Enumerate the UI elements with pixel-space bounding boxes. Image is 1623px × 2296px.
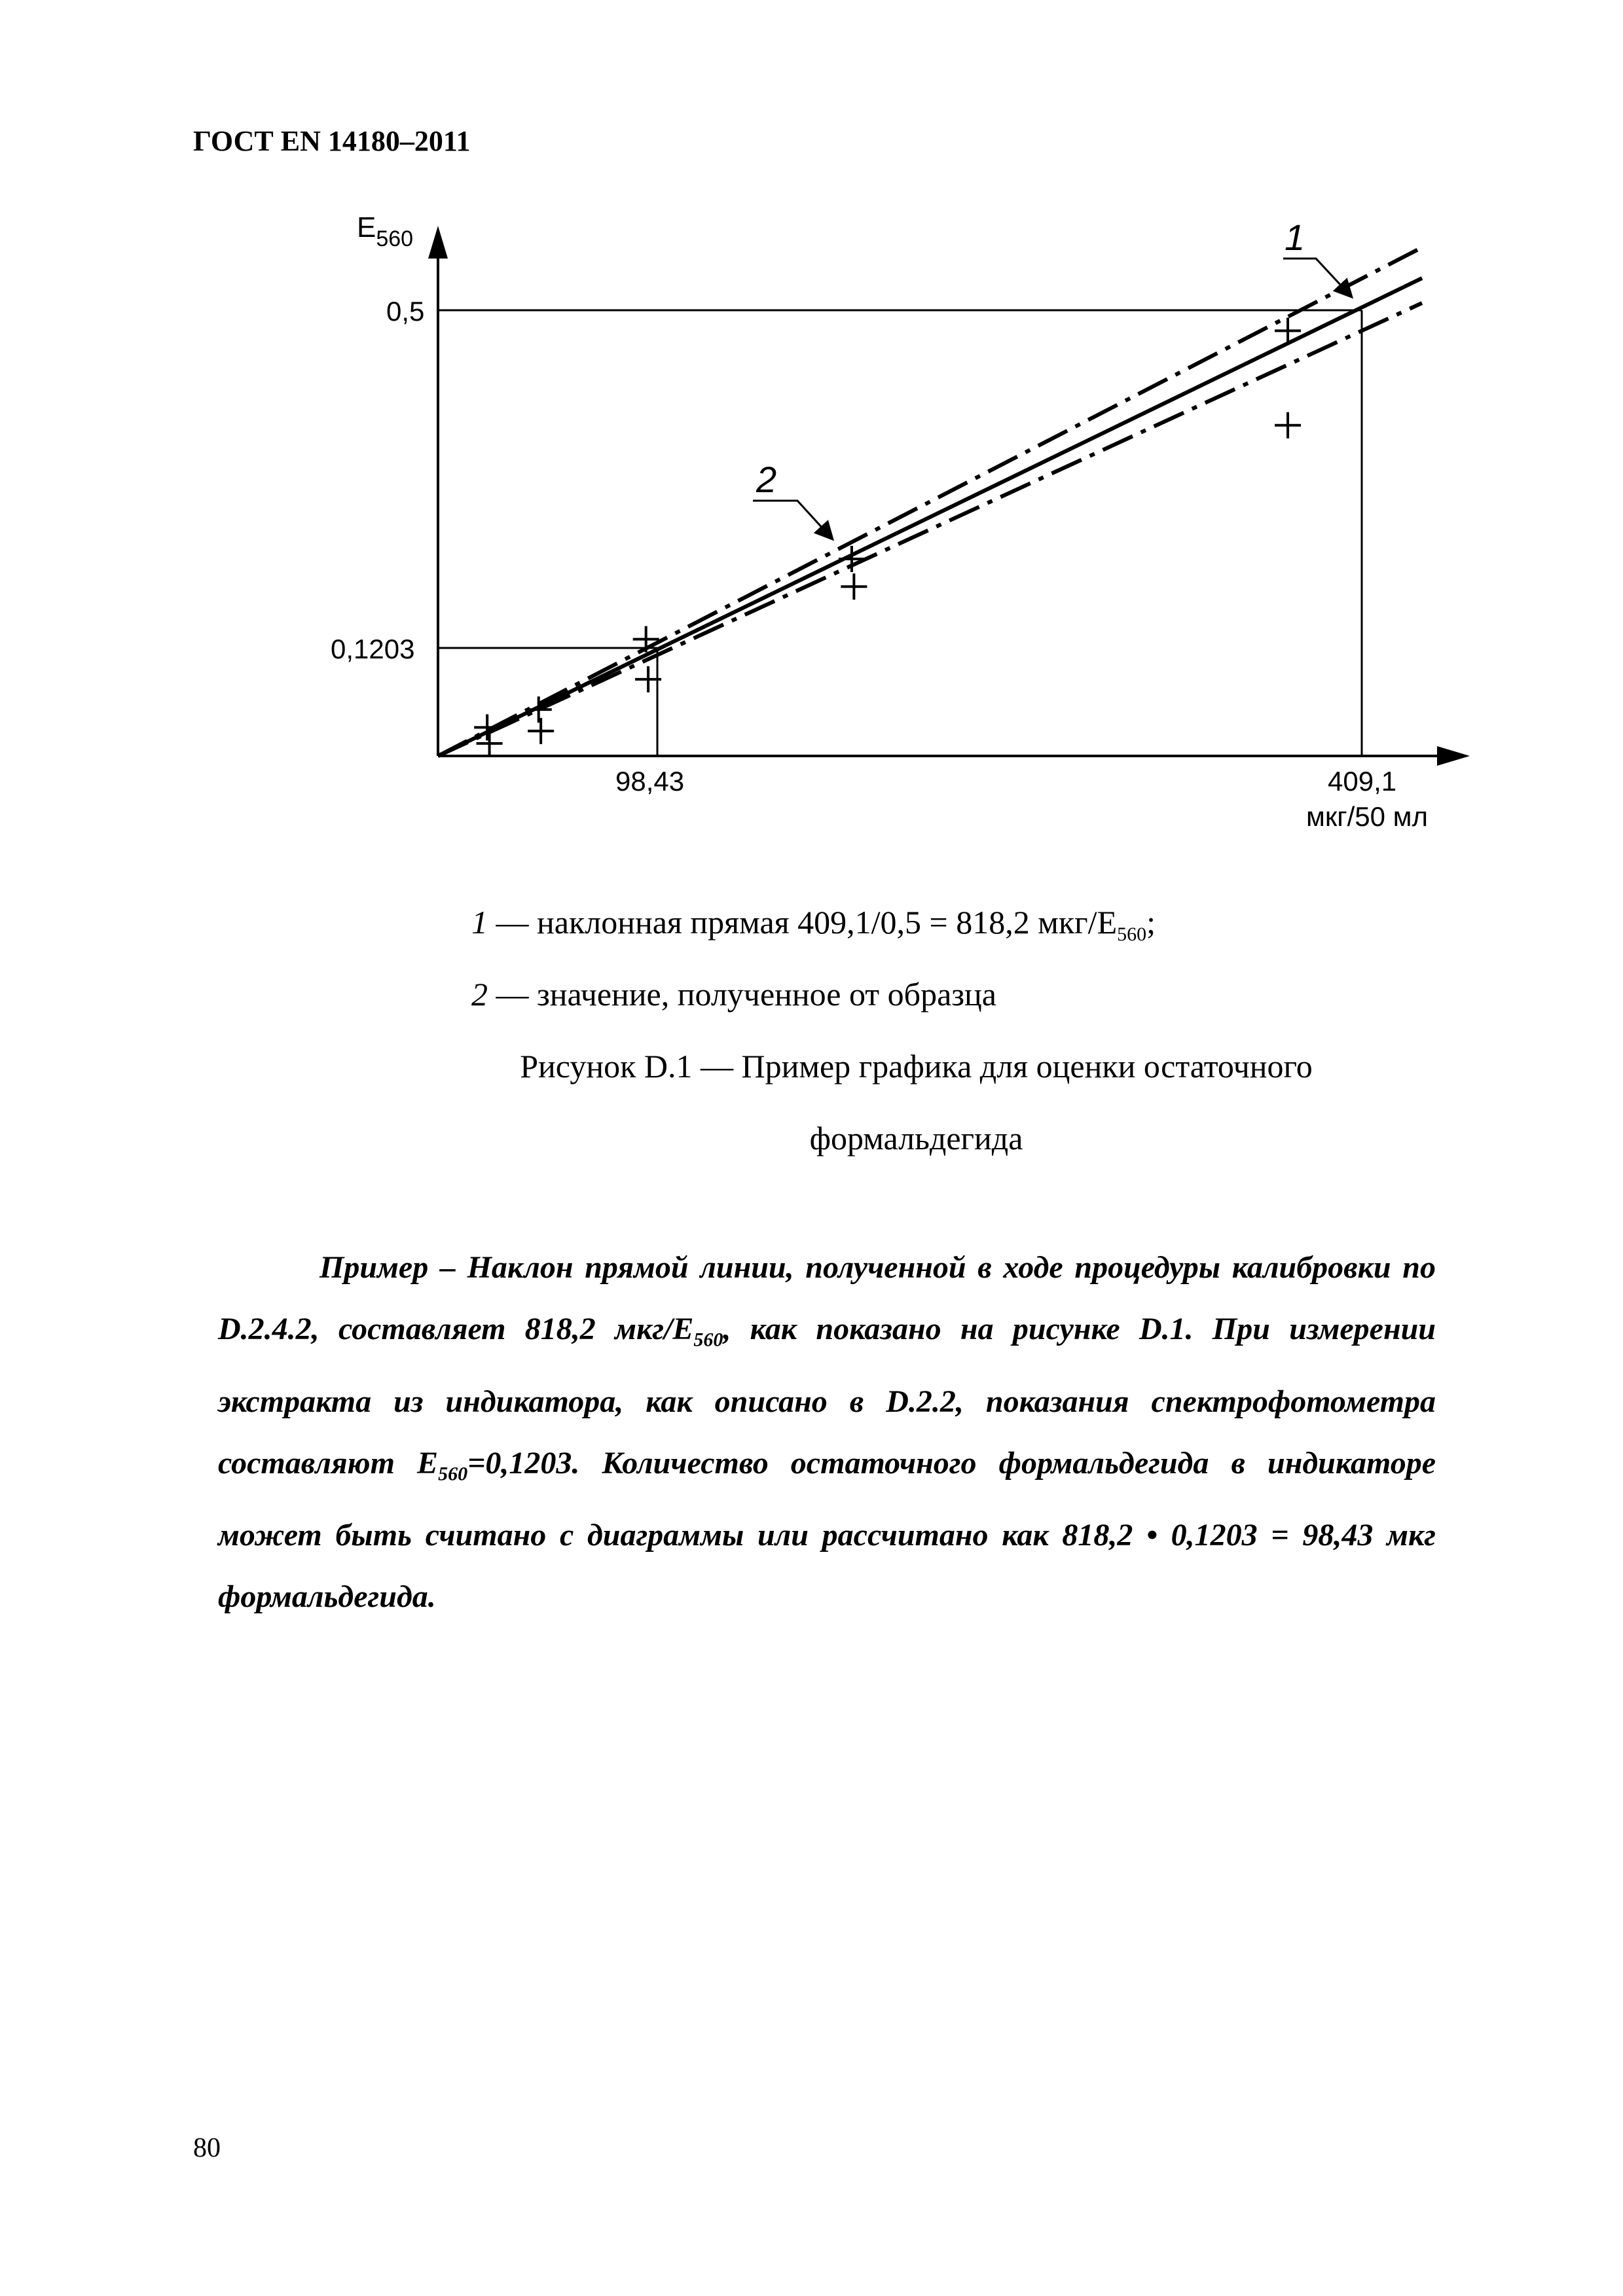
figure-caption-line-1: Рисунок D.1 — Пример графика для оценки остаточного: [520, 1048, 1313, 1085]
x-tick-409-1: 409,1: [1328, 766, 1397, 797]
calibration-chart: [0, 0, 1623, 870]
data-marker-9: [1275, 412, 1301, 439]
legend-item-1: [471, 903, 1156, 946]
legend-item-2-text: — значение, полученное от образца: [488, 976, 996, 1013]
x-axis-arrow: [1437, 746, 1470, 766]
page-number: 80: [193, 2133, 221, 2163]
callout-2-label: 2: [756, 459, 777, 500]
upper-bound-line: [438, 247, 1422, 756]
example-subscript-1: 560: [693, 1329, 723, 1351]
example-text-3: =0,1203. Количество остаточного формальдегида в индикаторе может быть считано с диаграммы или рассчитано как 818,2 • 0,1203 = 98,43 мкг формальдегида.: [218, 1445, 1436, 1615]
example-text-1: Пример – Наклон прямой линии, полученной в ходе процедуры калибровки по D.2.4.2, составляет 818,2 мкг/E: [218, 1250, 1436, 1346]
document-id: ГОСТ EN 14180–2011: [193, 125, 471, 157]
lower-bound-line: [438, 303, 1422, 756]
x-axis-unit: мкг/50 мл: [1306, 801, 1429, 832]
y-axis-arrow: [428, 226, 448, 259]
legend-item-1-text: — наклонная прямая 409,1/0,5 = 818,2 мкг/E: [488, 904, 1118, 941]
y-tick-0-5: 0,5: [386, 296, 425, 327]
example-paragraph: [218, 1237, 1436, 1628]
figure-caption-line-2: формальдегида: [809, 1120, 1023, 1157]
x-tick-98-43: 98,43: [615, 766, 685, 797]
data-marker-3: [528, 718, 554, 744]
figure-d1: [0, 0, 1623, 870]
legend-item-1-subscript: 560: [1117, 924, 1147, 945]
legend-item-1-tail: ;: [1146, 904, 1156, 941]
example-subscript-2: 560: [438, 1463, 468, 1485]
callout-1-label: 1: [1285, 217, 1305, 258]
legend-item-1-number: 1: [471, 904, 488, 941]
y-tick-0-1203: 0,1203: [331, 634, 415, 664]
calibration-line: [438, 278, 1422, 756]
legend-item-2-number: 2: [471, 976, 488, 1013]
example-text-2: , как показано на рисунке D.1. При измерении экстракта из индикатора, как описано в D.2.2, показания спектрофотометра составляют E: [218, 1312, 1436, 1480]
data-marker-7: [841, 573, 867, 600]
callout-2-leader: [753, 501, 831, 538]
y-axis-label: $E_{560}$: [357, 211, 414, 251]
legend-item-2: [471, 975, 996, 1013]
